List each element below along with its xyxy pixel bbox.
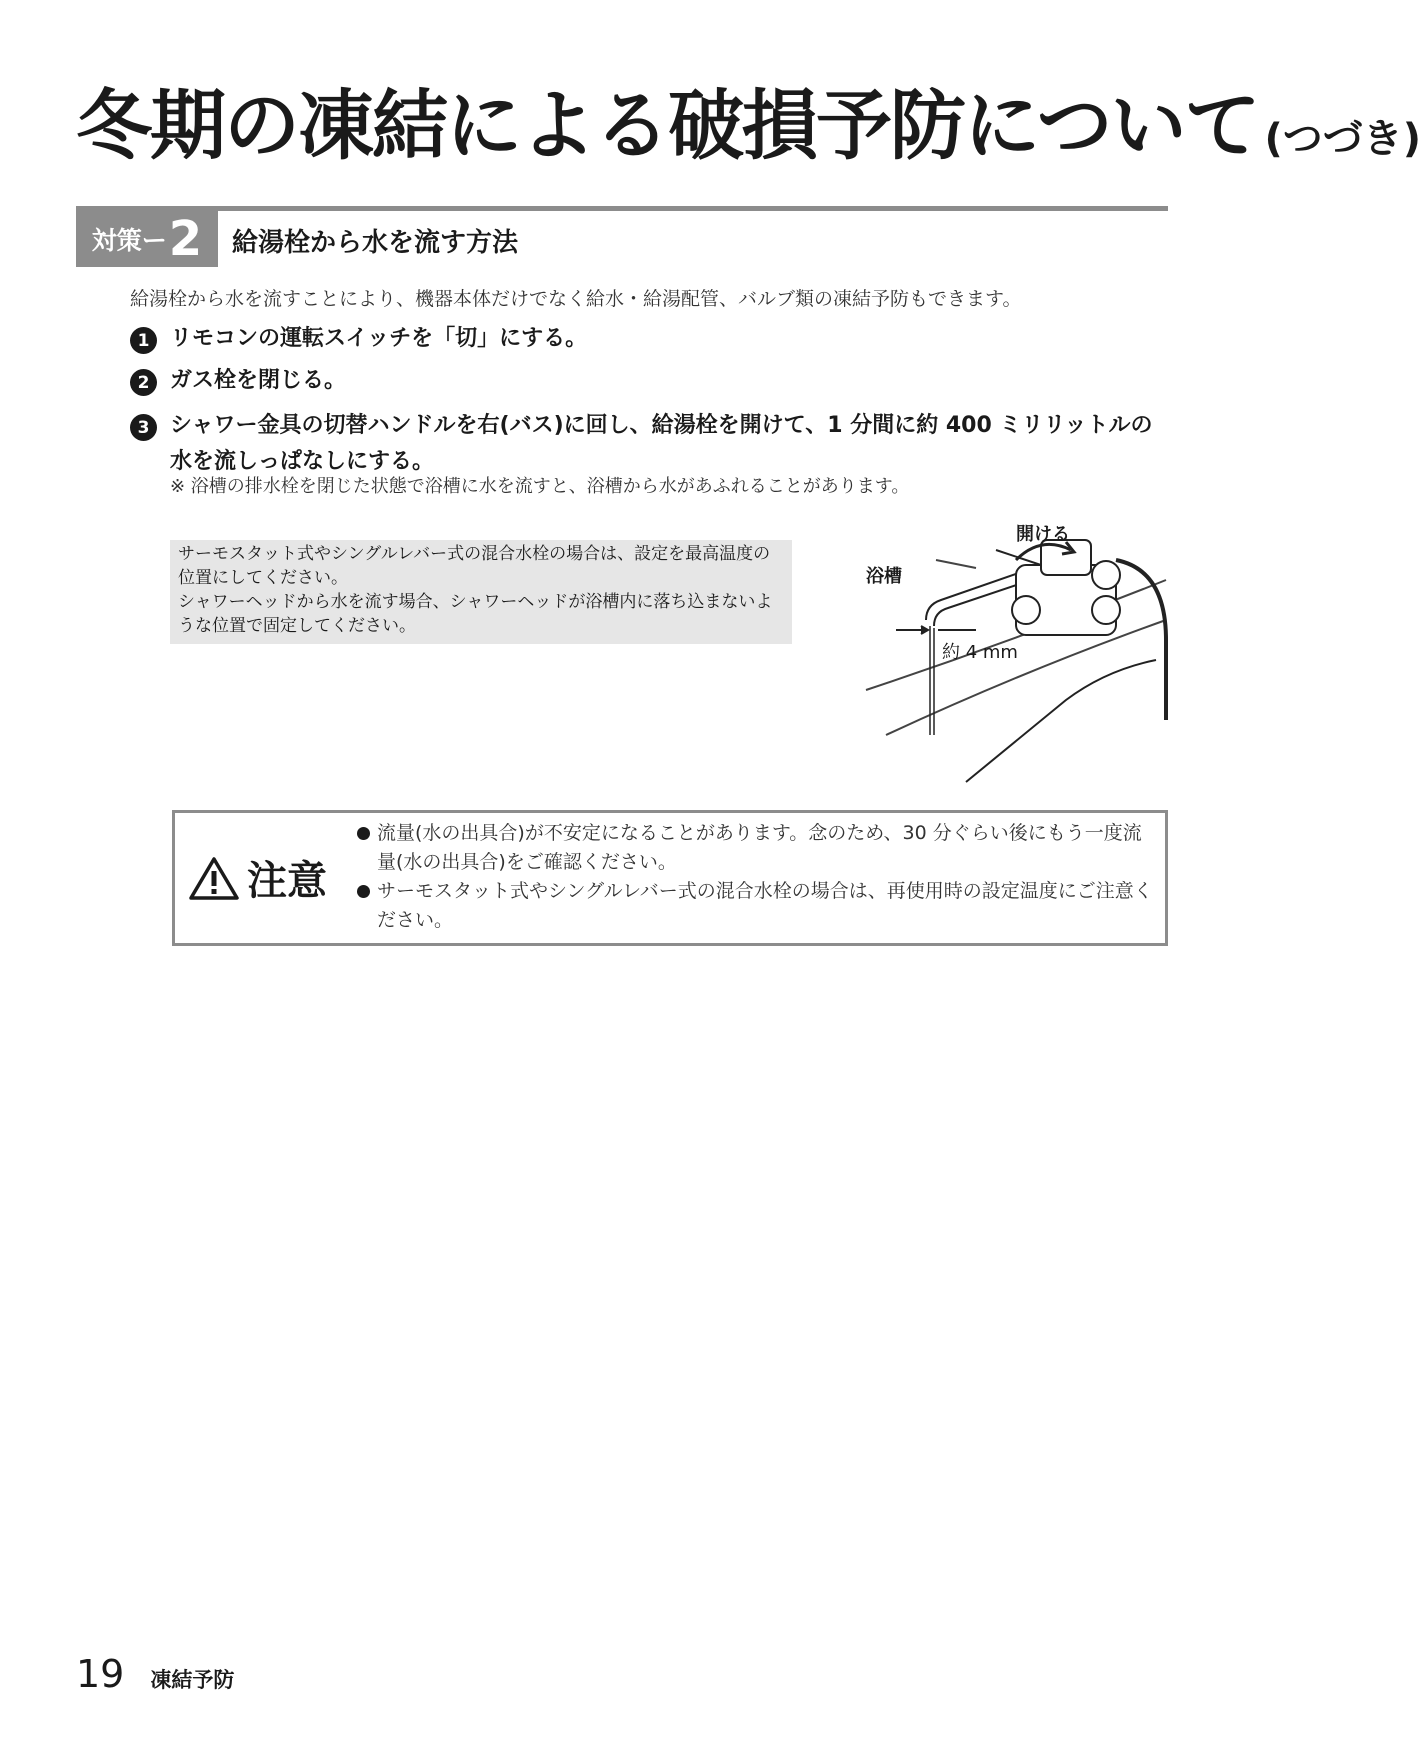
section-badge-label: 対策ー	[91, 226, 167, 255]
section-badge	[76, 211, 218, 267]
faucet-drawing	[866, 520, 1176, 782]
footer-section-name: 凍結予防	[150, 1668, 235, 1692]
step-number-badge: 2	[130, 369, 157, 396]
label-width: 約 4 mm	[942, 642, 1018, 663]
step-text: シャワー金具の切替ハンドルを右(バス)に回し、給湯栓を開けて、1 分間に約 400 ミリリットルの水を流しっぱなしにする。	[170, 413, 1153, 474]
caution-label: 注意	[247, 858, 327, 904]
page-title-suffix: (つづき)	[1264, 116, 1421, 162]
step-number-badge: 3	[130, 414, 157, 441]
page-number: 19	[76, 1652, 125, 1696]
label-open: 開ける	[1016, 524, 1070, 545]
info-box-line: シャワーヘッドから水を流す場合、シャワーヘッドが浴槽内に落ち込まないような位置で固定してください。	[178, 592, 773, 636]
section-divider	[76, 206, 1168, 211]
intro-text: 給湯栓から水を流すことにより、機器本体だけでなく給水・給湯配管、バルブ類の凍結予防もできます。	[130, 288, 1022, 310]
caution-item: 流量(水の出具合)が不安定になることがあります。念のため、30 分ぐらい後にもう一度流量(水の出具合)をご確認ください。	[355, 819, 1155, 877]
warning-triangle-icon	[189, 856, 239, 900]
step-text: ガス栓を閉じる。	[170, 368, 347, 393]
page-title-main: 冬期の凍結による破損予防について	[76, 81, 1259, 170]
caution-item: サーモスタット式やシングルレバー式の混合水栓の場合は、再使用時の設定温度にご注意ください。	[355, 877, 1155, 935]
step-2	[130, 363, 1180, 399]
label-bathtub: 浴槽	[866, 566, 902, 587]
faucet-illustration	[866, 520, 1176, 782]
step-1	[130, 321, 1180, 357]
section-title: 給湯栓から水を流す方法	[232, 228, 519, 258]
page-footer	[76, 1652, 234, 1696]
caution-heading	[189, 849, 327, 906]
step-3	[130, 408, 1180, 480]
caution-box	[172, 810, 1168, 946]
section-badge-number: 2	[168, 211, 203, 267]
page-title	[76, 80, 1421, 171]
info-box-line: サーモスタット式やシングルレバー式の混合水栓の場合は、設定を最高温度の位置にしてください。	[178, 544, 771, 588]
step-number-badge: 1	[130, 327, 157, 354]
step-note: ※ 浴槽の排水栓を閉じた状態で浴槽に水を流すと、浴槽から水があふれることがあります。	[170, 476, 910, 497]
step-text: リモコンの運転スイッチを「切」にする。	[170, 326, 588, 351]
caution-list	[355, 819, 1155, 935]
info-box	[170, 540, 792, 644]
